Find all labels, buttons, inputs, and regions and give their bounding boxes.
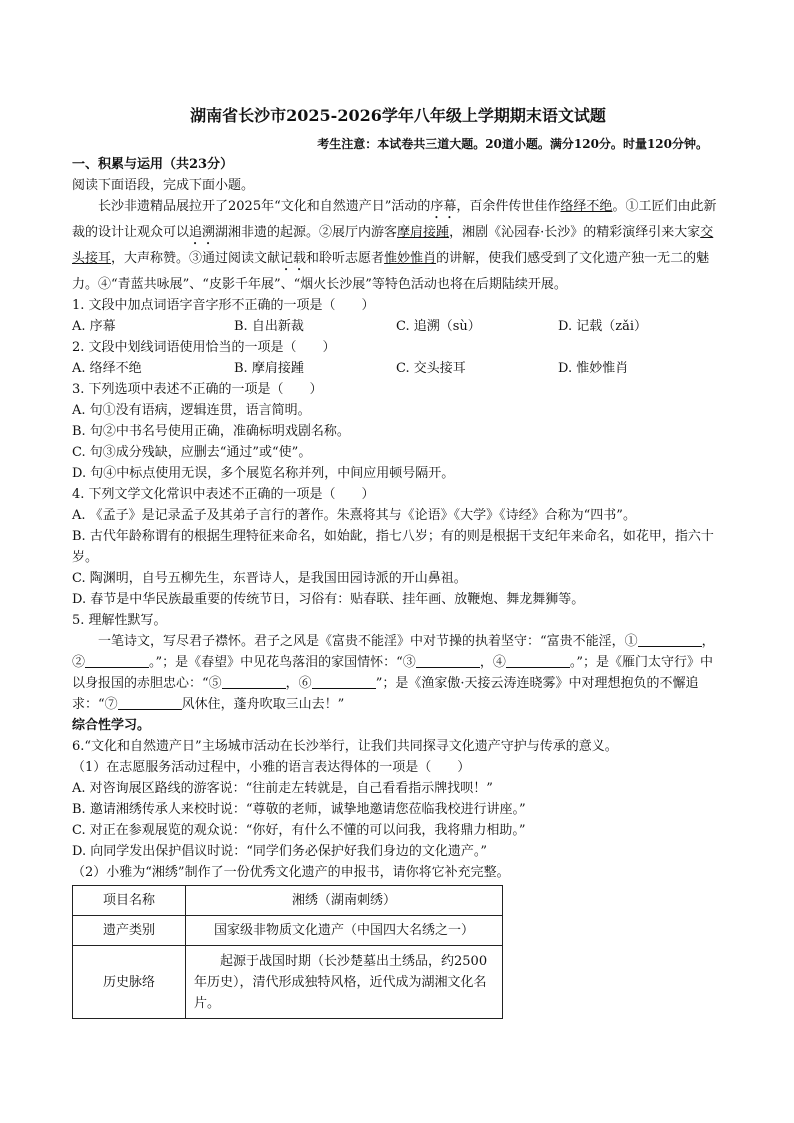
passage-text: 的讲解，使我们感受到了文化遗产独一无二的魅力。④“青蓝共咏展”、“皮影千年展”、“烟火长沙展”等特色活动也将在后期陆续开展。 bbox=[72, 251, 710, 292]
option-b: B. 古代年龄称谓有的根据生理特征来命名，如始龀，指七八岁；有的则是根据干支纪年来命名，如花甲，指六十岁。 bbox=[72, 529, 714, 565]
table-header-cell: 历史脉络 bbox=[73, 946, 186, 1019]
blank-number: ① bbox=[624, 634, 638, 649]
dictation-text: 。”；是《春望》中见花鸟落泪的家国情怀：“③ bbox=[149, 655, 416, 670]
answer-blank[interactable] bbox=[222, 674, 286, 689]
blank-number: ④ bbox=[492, 655, 506, 670]
underlined-word: 惟妙惟肖 bbox=[384, 251, 437, 266]
dictation-text: 。”；是《雁门太守行》中以身报国的赤胆忠心：“⑤ bbox=[72, 655, 713, 691]
passage-text: ，湘剧《沁园春·长沙》的精彩演绎引来大家 bbox=[449, 225, 701, 240]
option-d: D. 句④中标点使用无误，多个展览名称并列，中间应用顿号隔开。 bbox=[72, 466, 455, 481]
option-b: B. 句②中书名号使用正确，准确标明戏剧名称。 bbox=[72, 424, 350, 439]
exam-page bbox=[72, 104, 724, 1019]
answer-blank[interactable] bbox=[638, 632, 702, 647]
question-1-stem: 1. 文段中加点词语字音字形不正确的一项是（ ） bbox=[72, 298, 375, 313]
option-d: D. 向同学发出保护倡议时说：“同学们务必保护好我们身边的文化遗产。” bbox=[72, 844, 488, 859]
option-a: A. 对咨询展区路线的游客说：“往前走左转就是，自己看看指示牌找呗！” bbox=[72, 781, 493, 796]
dictation-text: 风休住，蓬舟吹取三山去！” bbox=[181, 697, 345, 712]
option-a: A. 《孟子》是记录孟子及其弟子言行的著作。朱熹将其与《论语》《大学》《诗经》合称为“四书”。 bbox=[72, 508, 636, 523]
option-b: B. 自出新裁 bbox=[234, 319, 304, 334]
blank-number: ⑥ bbox=[298, 676, 312, 691]
dictation-text: ， bbox=[479, 655, 493, 670]
table-header-cell: 项目名称 bbox=[73, 886, 186, 916]
question-2-options bbox=[72, 358, 724, 379]
question-6-sub1: （1）在志愿服务活动过程中，小雅的语言表达得体的一项是（ ） bbox=[72, 760, 471, 775]
answer-blank[interactable] bbox=[416, 653, 480, 668]
exam-notice: 考生注意：本试卷共三道大题。20道小题。满分120分。时量120分钟。 bbox=[317, 137, 708, 151]
question-5-stem: 5. 理解性默写。 bbox=[72, 613, 167, 628]
table-row bbox=[73, 946, 503, 1019]
answer-blank[interactable] bbox=[506, 653, 570, 668]
option-d: D. 惟妙惟肖 bbox=[558, 361, 629, 376]
option-a: A. 句①没有语病，逻辑连贯，语言简明。 bbox=[72, 403, 311, 418]
table-value-cell: 国家级非物质文化遗产（中国四大名绣之一） bbox=[186, 916, 503, 946]
option-d: D. 记载（zǎi） bbox=[558, 319, 647, 334]
section-heading-1: 一、积累与运用（共23分） bbox=[72, 157, 234, 172]
heritage-application-table bbox=[72, 885, 503, 1019]
question-2-stem: 2. 文段中划线词语使用恰当的一项是（ ） bbox=[72, 340, 336, 355]
passage-text: 和聆听志愿者 bbox=[306, 251, 385, 266]
option-c: C. 对正在参观展览的观众说：“你好，有什么不懂的可以问我，我将鼎力相助。” bbox=[72, 823, 526, 838]
table-row bbox=[73, 916, 503, 946]
underlined-word: 交头接耳 bbox=[72, 225, 714, 266]
option-a: A. 序幕 bbox=[72, 319, 116, 334]
option-c: C. 交头接耳 bbox=[396, 361, 466, 376]
dictation-passage: 一笔诗文，写尽君子襟怀。君子之风是《富贵不能淫》中对节操的执着坚守：“富贵不能淫，① ，② 。”；是《春望》中见花鸟落泪的家国情怀：“③ ，④ 。”；是《雁门太守行》中以身报国的赤胆忠心：“⑤ ，⑥ ”；是《渔家傲·天接云涛连晓雾》中对理想抱负的不懈追求：“⑦ 风休住，蓬舟吹取三山去！” bbox=[72, 634, 715, 712]
answer-blank[interactable] bbox=[118, 695, 182, 710]
underlined-word: 摩肩接踵 bbox=[397, 225, 450, 240]
question-1-options bbox=[72, 316, 724, 337]
answer-blank[interactable] bbox=[312, 674, 376, 689]
dictation-text: 一笔诗文，写尽君子襟怀。君子之风是《富贵不能淫》中对节操的执着坚守：“富贵不能淫， bbox=[98, 634, 625, 649]
dotted-word: 追溯 bbox=[189, 225, 216, 240]
passage-text: ，大声称赞。③通过阅读文献 bbox=[111, 251, 281, 266]
option-a: A. 络绎不绝 bbox=[72, 361, 142, 376]
question-4-stem: 4. 下列文学文化常识中表述不正确的一项是（ ） bbox=[72, 487, 375, 502]
blank-number: ② bbox=[72, 655, 86, 670]
option-d: D. 春节是中华民族最重要的传统节日，习俗有：贴春联、挂年画、放鞭炮、舞龙舞狮等。 bbox=[72, 592, 585, 607]
passage-text: 湖湘非遗的起源。②展厅内游客 bbox=[215, 225, 398, 240]
dictation-text: ”；是《渔家傲·天接云涛连晓雾》中对理想抱负的不懈追求：“⑦ bbox=[72, 676, 699, 712]
table-header-cell: 遗产类别 bbox=[73, 916, 186, 946]
passage-text: 。①工匠们由此新裁的设计让观众可以 bbox=[72, 199, 717, 240]
table-value-cell: 起源于战国时期（长沙楚墓出土绣品，约2500年历史），清代形成独特风格，近代成为湖湘文化名片。 bbox=[186, 946, 503, 1019]
reading-passage bbox=[72, 196, 724, 295]
option-c: C. 追溯（sù） bbox=[396, 319, 481, 334]
reading-instruction: 阅读下面语段，完成下面小题。 bbox=[72, 178, 255, 193]
question-6-sub2: （2）小雅为“湘绣”制作了一份优秀文化遗产的申报书，请你将它补充完整。 bbox=[72, 865, 510, 880]
passage-text: ，百余件传世佳作 bbox=[456, 199, 561, 214]
option-b: B. 邀请湘绣传承人来校时说：“尊敬的老师，诚挚地邀请您莅临我校进行讲座。” bbox=[72, 802, 526, 817]
option-c: C. 句③成分残缺，应删去“通过”或“使”。 bbox=[72, 445, 312, 460]
section-heading-2: 综合性学习。 bbox=[72, 718, 151, 733]
question-3-stem: 3. 下列选项中表述不正确的一项是（ ） bbox=[72, 382, 323, 397]
table-value-cell: 湘绣（湖南刺绣） bbox=[186, 886, 503, 916]
dotted-word: 序幕 bbox=[430, 199, 457, 214]
passage-text: 长沙非遗精品展拉开了2025年“文化和自然遗产日”活动的 bbox=[98, 199, 431, 214]
underlined-word: 络绎不绝 bbox=[560, 199, 613, 214]
question-6-stem: 6.“文化和自然遗产日”主场城市活动在长沙举行，让我们共同探寻文化遗产守护与传承的意义。 bbox=[72, 739, 618, 754]
option-b: B. 摩肩接踵 bbox=[234, 361, 304, 376]
dotted-word: 记载 bbox=[280, 251, 307, 266]
table-row bbox=[73, 886, 503, 916]
answer-blank[interactable] bbox=[85, 653, 149, 668]
option-c: C. 陶渊明，自号五柳先生，东晋诗人，是我国田园诗派的开山鼻祖。 bbox=[72, 571, 467, 586]
page-title: 湖南省长沙市2025-2026学年八年级上学期期末语文试题 bbox=[190, 106, 606, 125]
